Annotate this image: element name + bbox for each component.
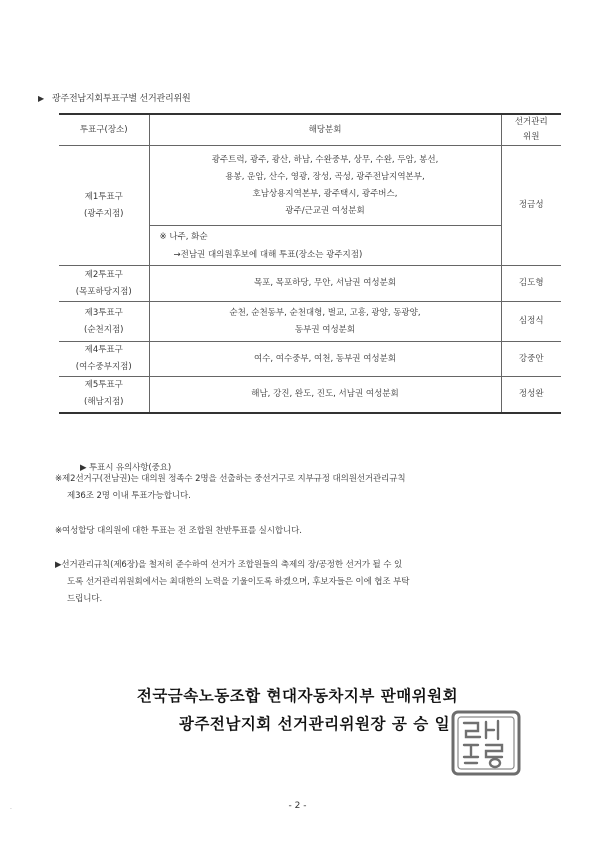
signatory-name: 광주전남지회 선거관리위원장 공 승 일 bbox=[178, 715, 451, 733]
district-cell: 제2투표구 (목포하당지점) bbox=[59, 266, 149, 302]
official-seal-icon bbox=[450, 709, 522, 777]
note-line-1: ※ 나주, 화순 bbox=[159, 231, 208, 242]
district-cell: 제5투표구 (해남지점) bbox=[59, 377, 149, 413]
member-cell: 정성완 bbox=[501, 377, 561, 413]
district-cell: 제3투표구 (순천지점) bbox=[59, 302, 149, 342]
district-cell: 제1투표구 (광주지점) bbox=[59, 146, 149, 266]
note-line-2: →전남권 대의원후보에 대해 투표(장소는 광주지점) bbox=[173, 249, 363, 260]
page-number: - 2 - bbox=[288, 801, 307, 811]
branches-cell: 해남, 강진, 완도, 진도, 서남권 여성분회 bbox=[149, 377, 501, 413]
table-row bbox=[59, 266, 561, 302]
notice-p1-line-1: ※제2선거구(전남권)는 대의원 정족수 2명을 선출하는 중선거구로 지부규정 대의원선거관리규칙 bbox=[55, 474, 406, 484]
branches-cell: 광주트럭, 광주, 광산, 하남, 수완중부, 상무, 수완, 두암, 봉선, 용봉, 운암, 산수, 영광, 장성, 곡성, 광주전남지역본부, 호남상용지역본부, 광주택시, 광주버스, 광주/근교권 여성분회 bbox=[149, 146, 501, 226]
member-cell: 강중안 bbox=[501, 342, 561, 377]
scan-speck: · bbox=[10, 806, 12, 813]
table-row bbox=[59, 342, 561, 377]
notice-p3-line-2: 도록 선거관리위원회에서는 최대한의 노력을 기울이도록 하겠으며, 후보자들은 이에 협조 부탁 bbox=[67, 577, 410, 587]
table-header-row bbox=[59, 114, 561, 146]
notice-paragraph-3 bbox=[55, 557, 565, 608]
section-heading bbox=[38, 91, 191, 104]
section-heading-text: 광주전남지회투표구별 선거관리위원 bbox=[51, 94, 191, 104]
notice-p1-line-2: 제36조 2명 이내 투표가능합니다. bbox=[67, 491, 191, 501]
member-cell: 정금성 bbox=[501, 146, 561, 266]
notice-paragraph-1 bbox=[55, 471, 565, 505]
organization-name: 전국금속노동조합 현대자동차지부 판매위원회 bbox=[136, 687, 459, 705]
district-cell: 제4투표구 (여수중부지점) bbox=[59, 342, 149, 377]
header-branches: 해당분회 bbox=[149, 114, 501, 146]
branches-cell: 순천, 순천동부, 순천대형, 벌교, 고흥, 광양, 동광양, 동부권 여성분회 bbox=[149, 302, 501, 342]
header-member: 선거관리 위원 bbox=[501, 114, 561, 146]
notice-paragraph-2: ※여성할당 대의원에 대한 투표는 전 조합원 찬반투표를 실시합니다. bbox=[55, 526, 302, 536]
table-row bbox=[59, 302, 561, 342]
member-cell: 심정식 bbox=[501, 302, 561, 342]
notice-title: ▶ 투표시 유의사항(중요) bbox=[80, 463, 172, 473]
header-district: 투표구(장소) bbox=[59, 114, 149, 146]
member-cell: 김도형 bbox=[501, 266, 561, 302]
polling-district-table bbox=[59, 113, 561, 414]
branches-cell: 여수, 여수중부, 여천, 동부권 여성분회 bbox=[149, 342, 501, 377]
table-row bbox=[59, 146, 561, 226]
note-cell bbox=[149, 226, 501, 266]
notice-p3-line-1: ▶선거관리규칙(제6장)을 철저히 준수하여 선거가 조합원들의 축제의 장/공정한 선거가 될 수 있 bbox=[55, 560, 403, 570]
table-row bbox=[59, 377, 561, 413]
notice-p3-line-3: 드립니다. bbox=[67, 594, 103, 604]
bullet-triangle: ▶ bbox=[38, 94, 44, 103]
branches-cell: 목포, 목포하당, 무안, 서남권 여성분회 bbox=[149, 266, 501, 302]
